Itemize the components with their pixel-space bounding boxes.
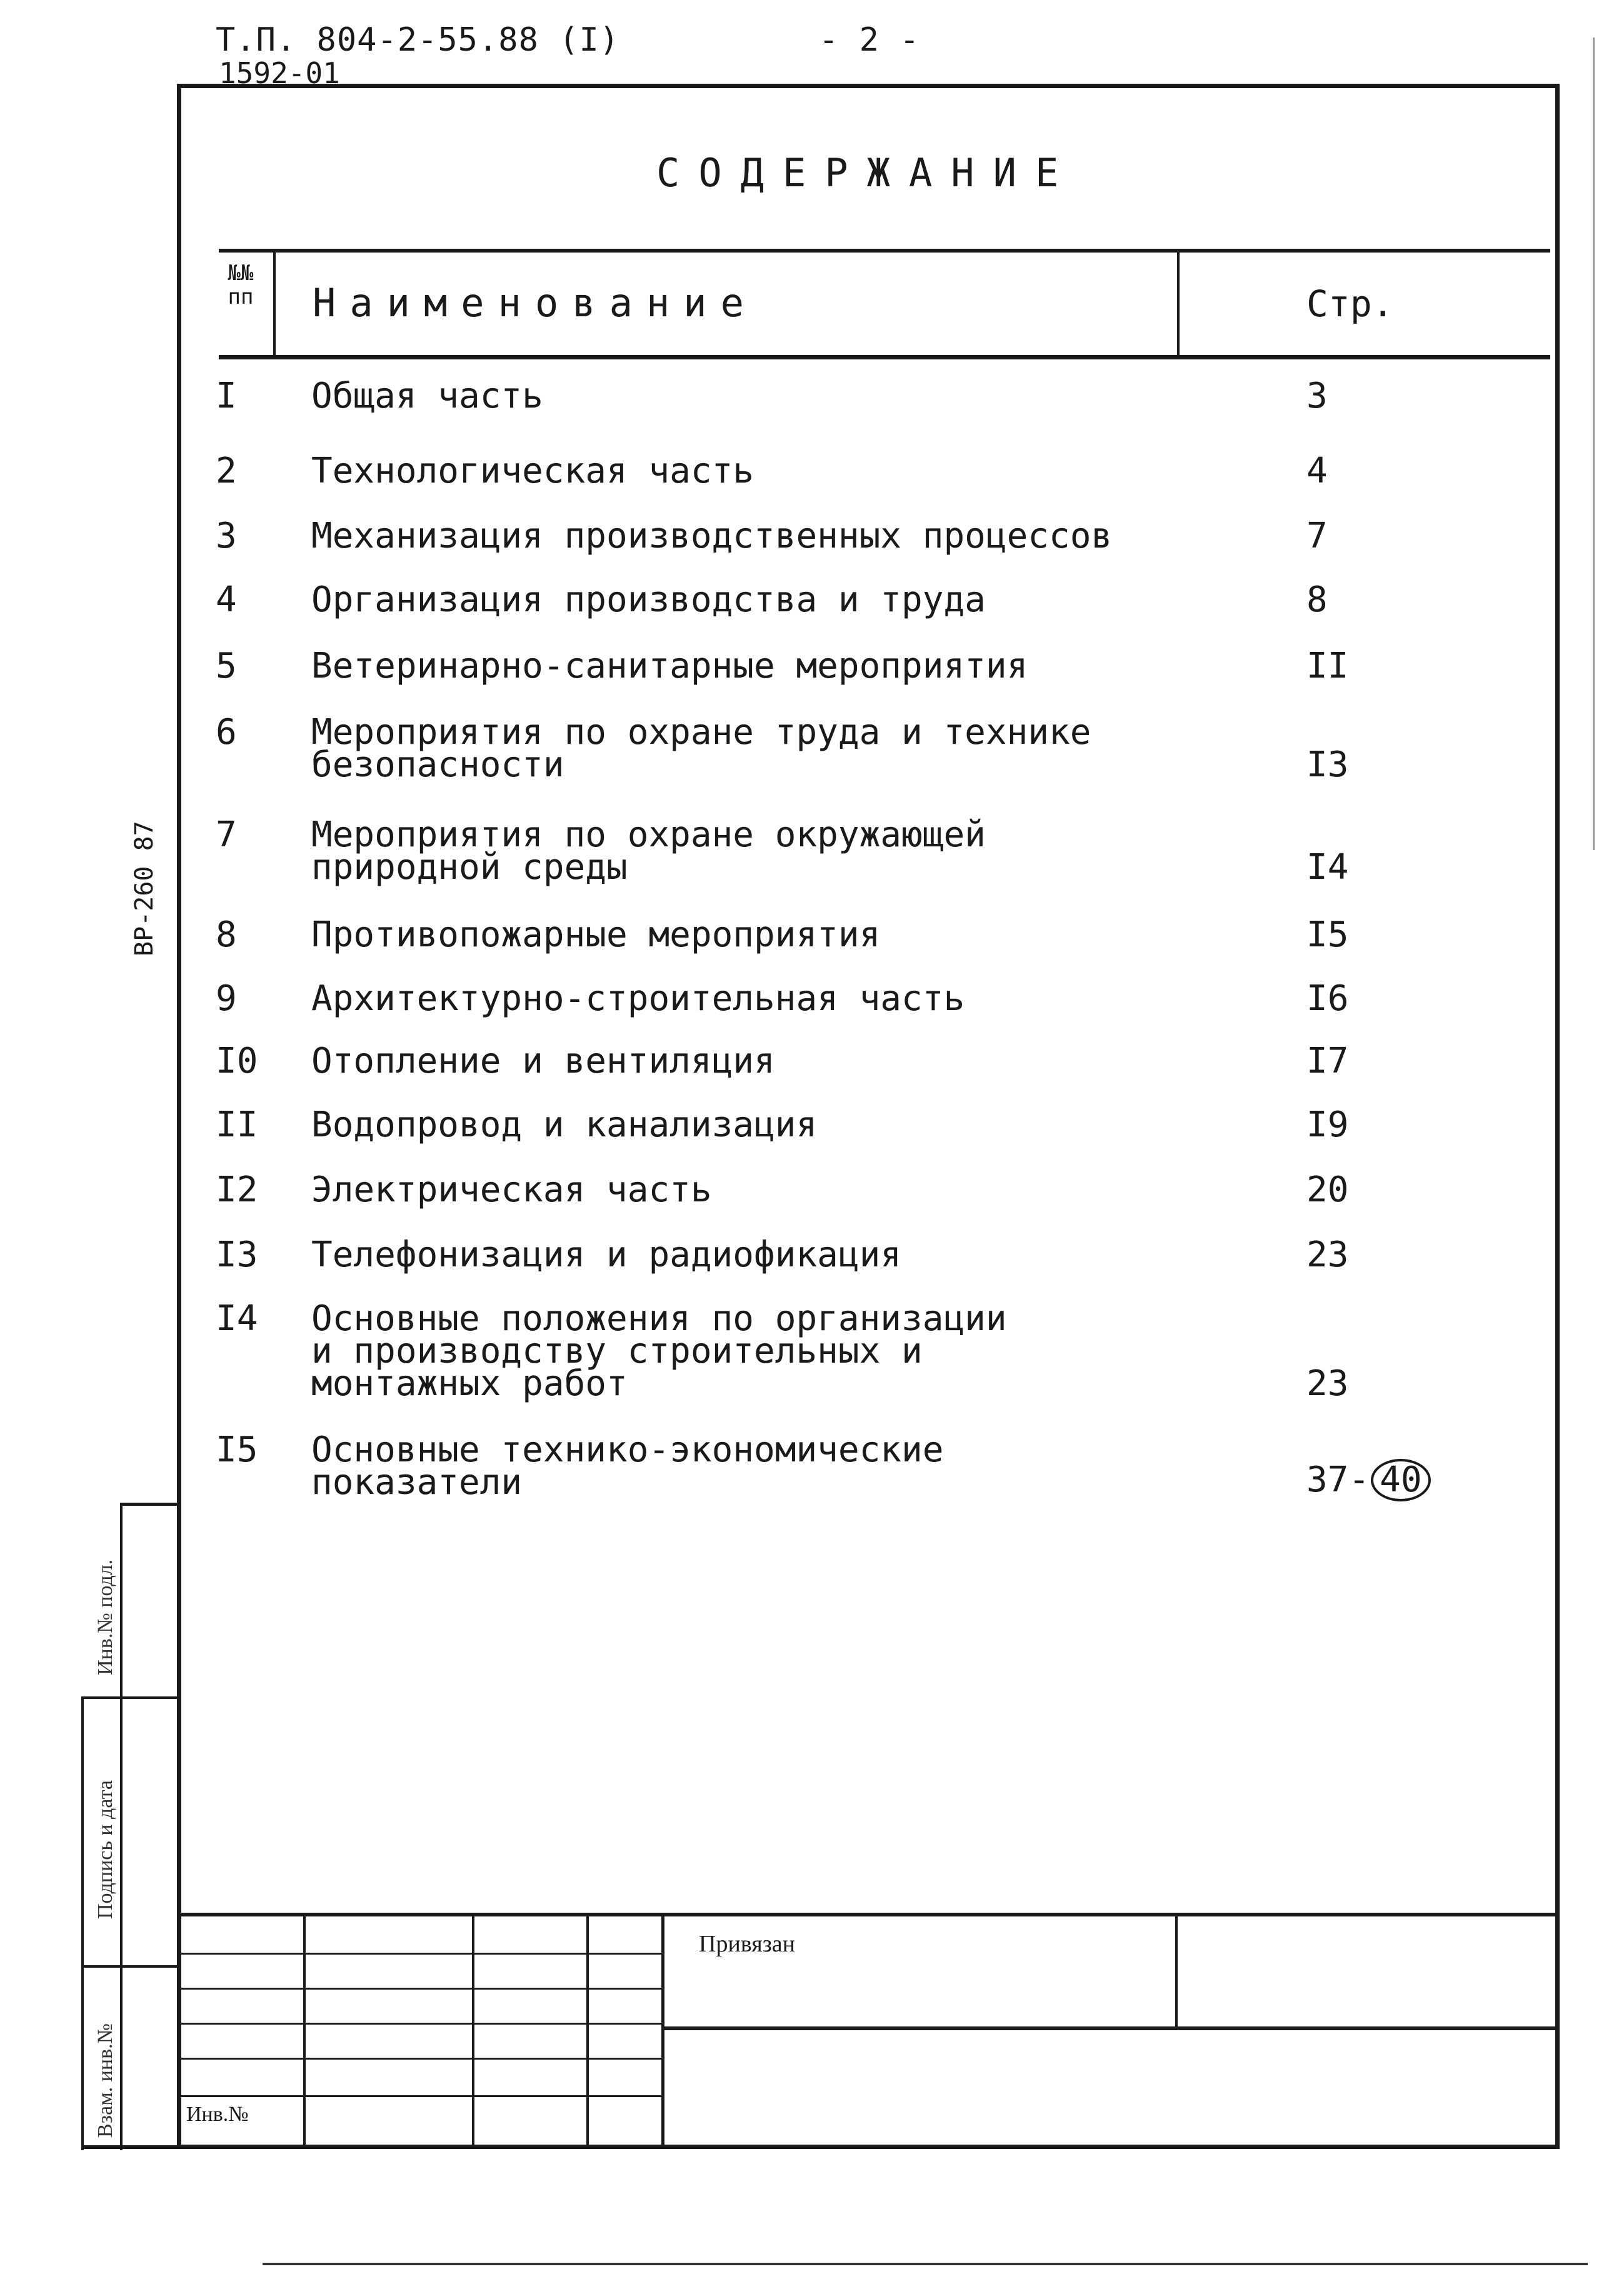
row-page: I3	[1306, 744, 1349, 785]
page-column-divider	[1177, 253, 1180, 355]
title-block-col-1	[303, 1913, 306, 2149]
row-title: Технологическая часть	[311, 451, 754, 491]
side-box-outer-rule	[81, 1696, 84, 2150]
row-page: 3	[1306, 376, 1328, 416]
row-number: I5	[216, 1430, 258, 1470]
title-block-col-5	[1175, 1913, 1178, 2029]
side-box-top	[123, 1503, 179, 1506]
row-page: I7	[1306, 1041, 1349, 1081]
row-title: Основные положения по организации и производству строительных и монтажных работ	[311, 1298, 1007, 1404]
row-title: Мероприятия по охране окружающей природной среды	[311, 814, 986, 888]
contents-title: СОДЕРЖАНИЕ	[656, 150, 1078, 196]
row-title: Общая часть	[311, 376, 543, 416]
row-number: 7	[216, 814, 237, 855]
column-header-page: Стр.	[1306, 283, 1394, 325]
row-title: Механизация производственных процессов	[311, 516, 1113, 556]
binding-label: Привязан	[699, 1931, 795, 1957]
side-label-sign-date: Подпись и дата	[94, 1780, 117, 1919]
row-number: 6	[216, 712, 237, 753]
table-top-rule	[219, 249, 1550, 253]
column-header-number: №№ пп	[228, 261, 254, 309]
row-page: II	[1306, 646, 1349, 686]
row-number: I0	[216, 1041, 258, 1081]
num-column-divider	[273, 253, 276, 355]
row-page: 7	[1306, 516, 1328, 556]
side-box-bottom	[81, 2145, 179, 2149]
title-block-col-2	[472, 1913, 474, 2149]
row-title: Телефонизация и радиофикация	[311, 1235, 902, 1275]
row-page: I4	[1306, 847, 1349, 888]
side-box-divider-2	[81, 1965, 179, 1968]
row-page: 20	[1306, 1170, 1349, 1210]
side-box-divider-1	[81, 1696, 179, 1699]
circled-page-end: 40	[1371, 1459, 1430, 1501]
title-block-row-3	[177, 2023, 661, 2025]
table-header-rule	[219, 355, 1550, 359]
row-page: I5	[1306, 914, 1349, 955]
side-label-inv-orig: Инв.№ подл.	[94, 1559, 117, 1675]
row-number: II	[216, 1104, 258, 1145]
row-page-start: 37-	[1306, 1460, 1370, 1500]
side-label-inv-replace: Взам. инв.№	[94, 2023, 117, 2138]
row-number: I3	[216, 1235, 258, 1275]
row-number: 3	[216, 516, 237, 556]
column-header-name: Наименование	[313, 280, 758, 326]
row-title: Мероприятия по охране труда и технике безопасности	[311, 712, 1091, 785]
document-code: Т.П. 804-2-55.88 (I)	[216, 21, 620, 59]
title-block-col-4	[661, 1913, 664, 2149]
row-title: Водопровод и канализация	[311, 1104, 818, 1145]
title-block-top	[177, 1913, 1560, 1916]
row-title: Противопожарные мероприятия	[311, 914, 881, 955]
title-block-row-4	[177, 2058, 661, 2060]
row-page: 8	[1306, 579, 1328, 620]
row-number: I2	[216, 1170, 258, 1210]
row-page: 4	[1306, 451, 1328, 491]
row-number: 8	[216, 914, 237, 955]
row-title: Организация производства и труда	[311, 579, 986, 620]
row-number: I	[216, 376, 237, 416]
side-box-left-rule	[120, 1503, 123, 2150]
row-number: I4	[216, 1298, 258, 1339]
row-page	[1306, 1459, 1431, 1501]
row-title: Архитектурно-строительная часть	[311, 978, 965, 1019]
row-title: Основные технико-экономические показатели	[311, 1430, 944, 1503]
row-page: I9	[1306, 1104, 1349, 1145]
right-edge-line	[1593, 38, 1595, 850]
row-number: 2	[216, 451, 237, 491]
sheet-code: 1592-01	[219, 56, 340, 90]
title-block-row-1	[177, 1953, 661, 1955]
row-number: 9	[216, 978, 237, 1019]
title-block-row-2	[177, 1988, 661, 1990]
title-block-col-3	[586, 1913, 589, 2149]
page-mark: - 2 -	[819, 21, 920, 59]
row-number: 4	[216, 579, 237, 620]
row-page: I6	[1306, 978, 1349, 1019]
row-title: Электрическая часть	[311, 1170, 712, 1210]
row-page: 23	[1306, 1363, 1349, 1404]
row-title: Отопление и вентиляция	[311, 1041, 775, 1081]
margin-stamp: ВР-260 87	[130, 821, 159, 956]
row-number: 5	[216, 646, 237, 686]
row-page: 23	[1306, 1235, 1349, 1275]
inv-number-label: Инв.№	[186, 2103, 249, 2126]
title-block-mid	[661, 2026, 1560, 2030]
bottom-edge-line	[263, 2263, 1588, 2265]
row-title: Ветеринарно-санитарные мероприятия	[311, 646, 1028, 686]
title-block-row-5	[177, 2095, 661, 2097]
